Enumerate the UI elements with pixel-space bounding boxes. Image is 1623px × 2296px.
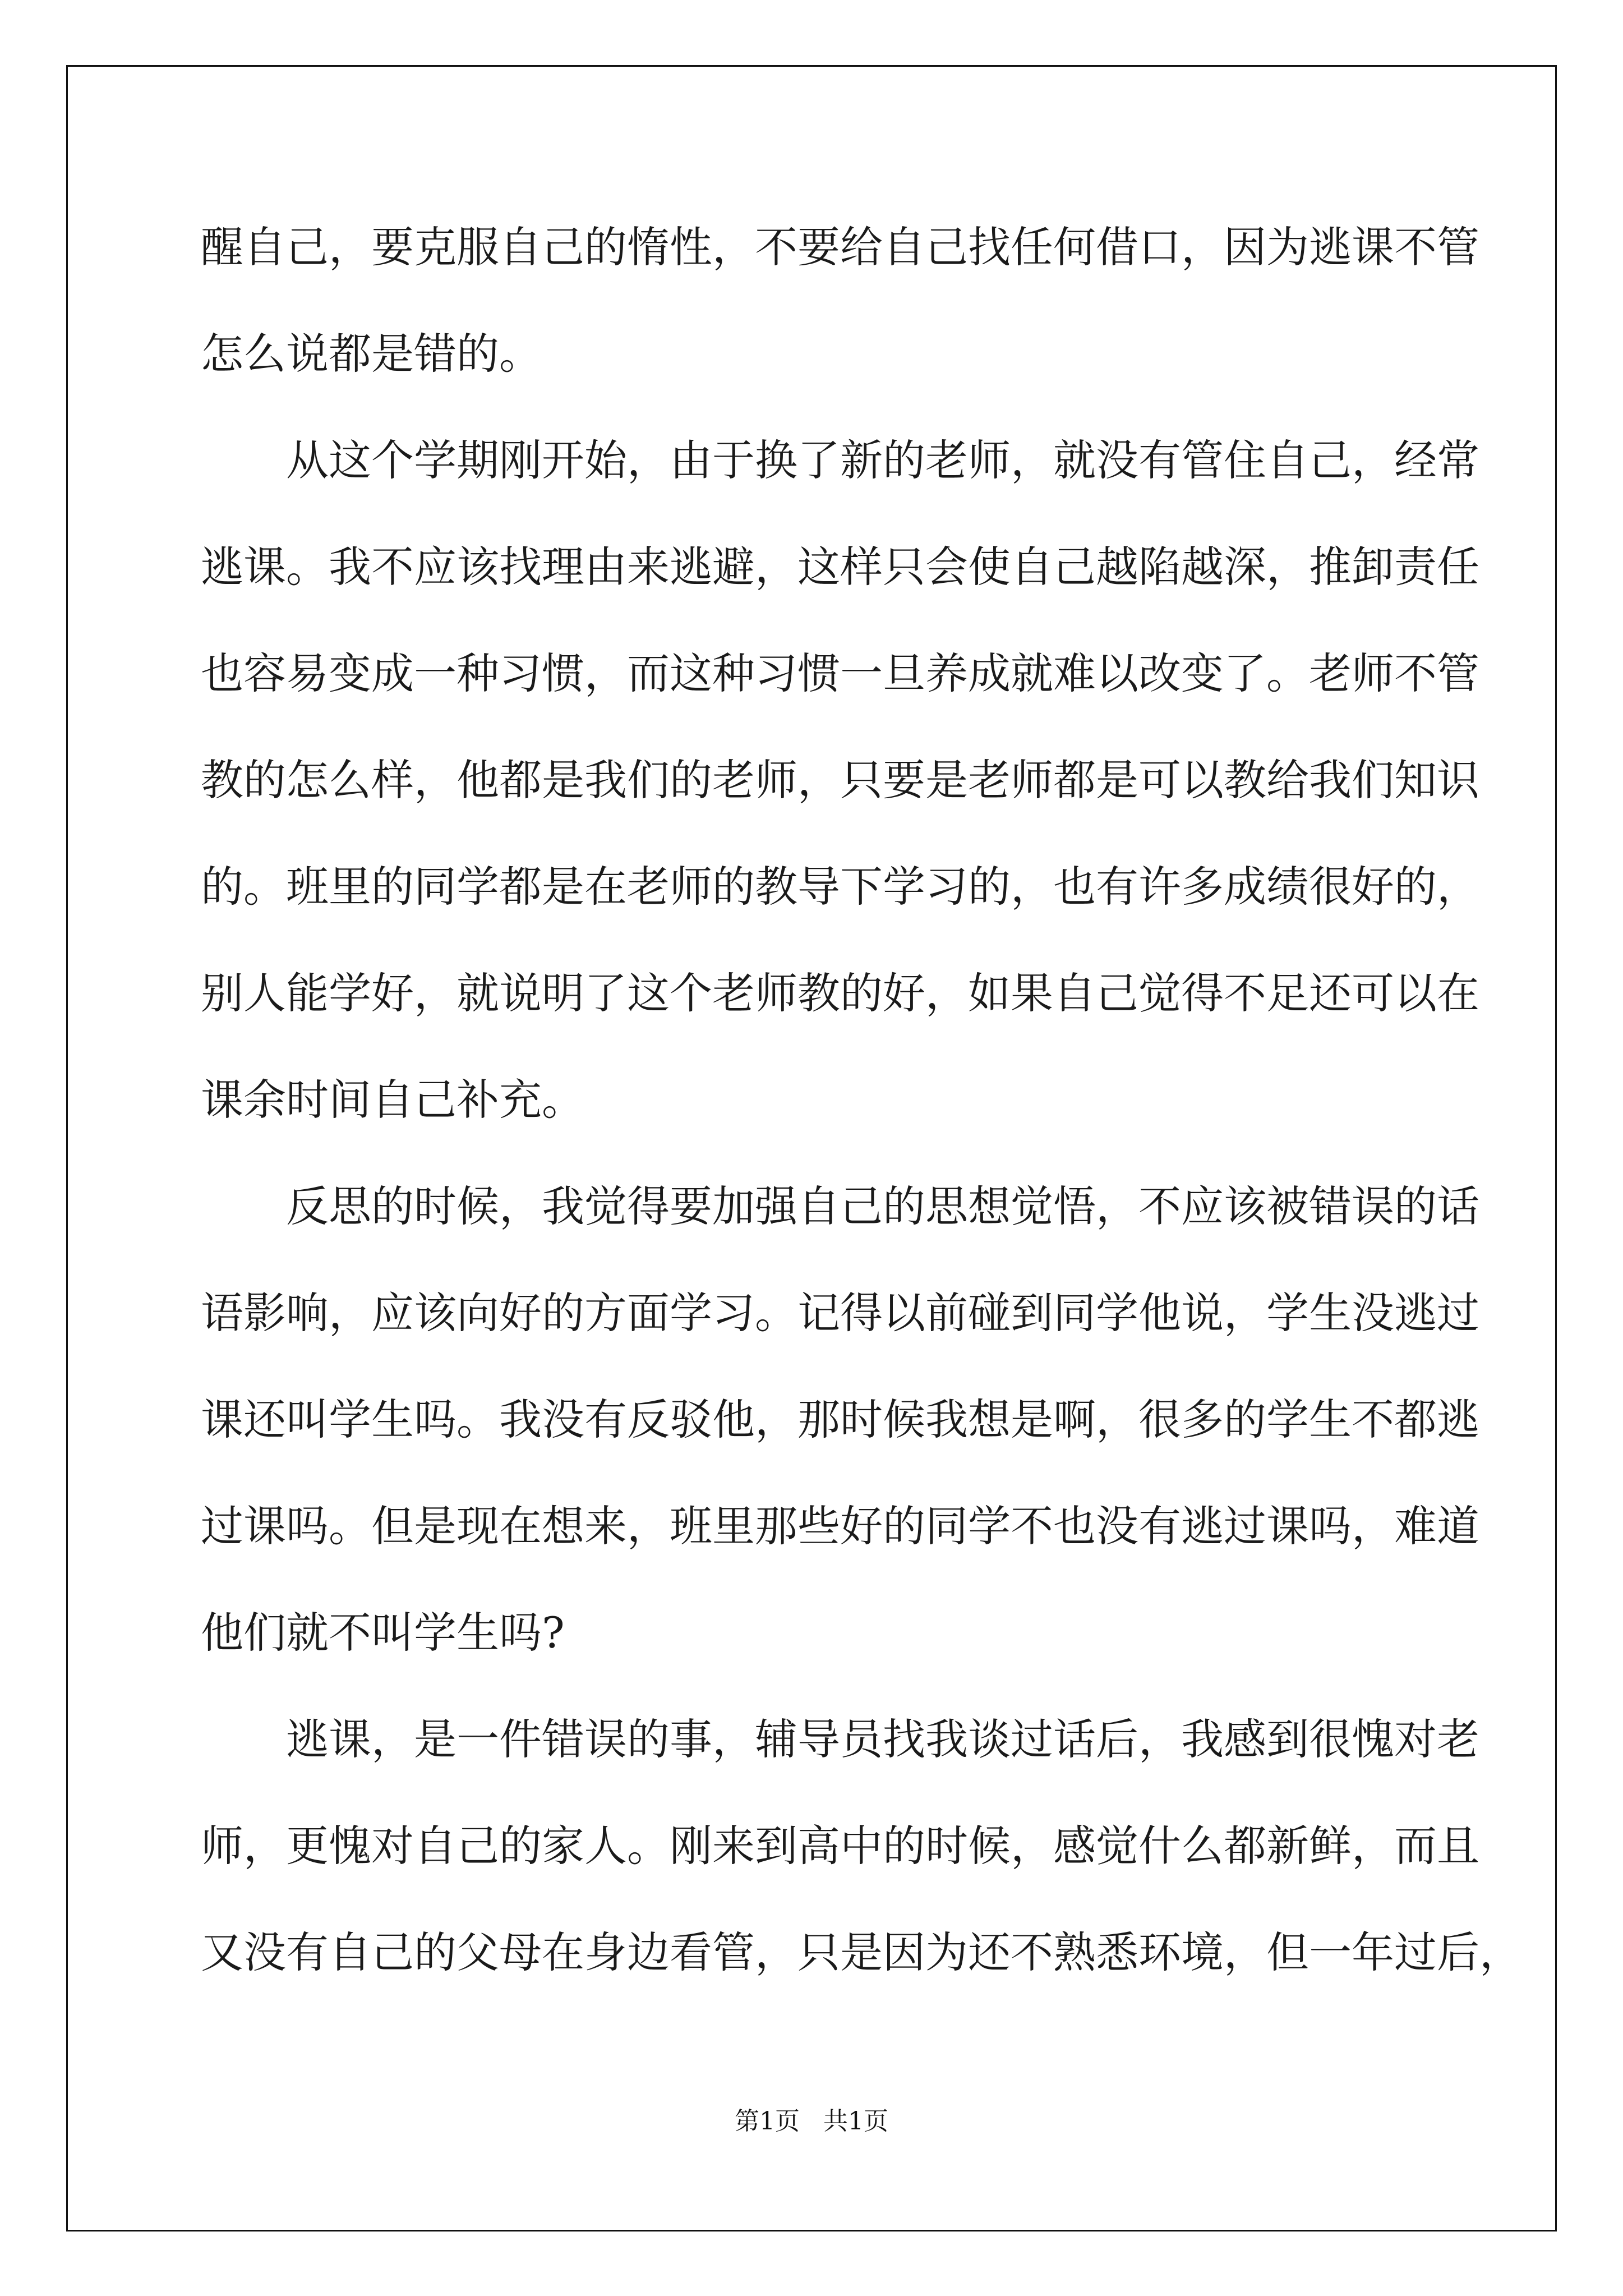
text-line: 别人能学好，就说明了这个老师教的好，如果自己觉得不足还可以在: [201, 968, 1479, 1018]
text-line: 的。班里的同学都是在老师的教导下学习的，也有许多成绩很好的，: [201, 862, 1479, 912]
text-line: 课余时间自己补充。: [201, 1075, 584, 1125]
text-line: 又没有自己的父母在身边看管，只是因为还不熟悉环境，但一年过后，: [201, 1927, 1522, 1977]
text-line: 教的怎么样，他都是我们的老师，只要是老师都是可以教给我们知识: [201, 755, 1479, 805]
text-line: 师，更愧对自己的家人。刚来到高中的时候，感觉什么都新鲜，而且: [201, 1821, 1479, 1871]
page-footer: 第1页 共1页: [735, 2107, 888, 2136]
text-line: 他们就不叫学生吗?: [201, 1608, 565, 1658]
text-line: 语影响，应该向好的方面学习。记得以前碰到同学他说，学生没逃过: [201, 1288, 1479, 1338]
text-line: 课还叫学生吗。我没有反驳他，那时候我想是啊，很多的学生不都逃: [201, 1395, 1479, 1444]
text-line: 从这个学期刚开始，由于换了新的老师，就没有管住自己，经常: [201, 435, 1479, 485]
text-line: 反思的时候，我觉得要加强自己的思想觉悟，不应该被错误的话: [201, 1181, 1479, 1231]
text-line: 怎么说都是错的。: [201, 329, 542, 379]
text-line: 逃课。我不应该找理由来逃避，这样只会使自己越陷越深，推卸责任: [201, 542, 1479, 592]
text-line: 过课吗。但是现在想来，班里那些好的同学不也没有逃过课吗，难道: [201, 1501, 1479, 1551]
text-line: 也容易变成一种习惯，而这种习惯一旦养成就难以改变了。老师不管: [201, 648, 1479, 698]
document-body: [201, 210, 1522, 2022]
text-line: 逃课，是一件错误的事，辅导员找我谈过话后，我感到很愧对老: [201, 1714, 1479, 1764]
text-line: 醒自己，要克服自己的惰性，不要给自己找任何借口，因为逃课不管: [201, 222, 1479, 272]
